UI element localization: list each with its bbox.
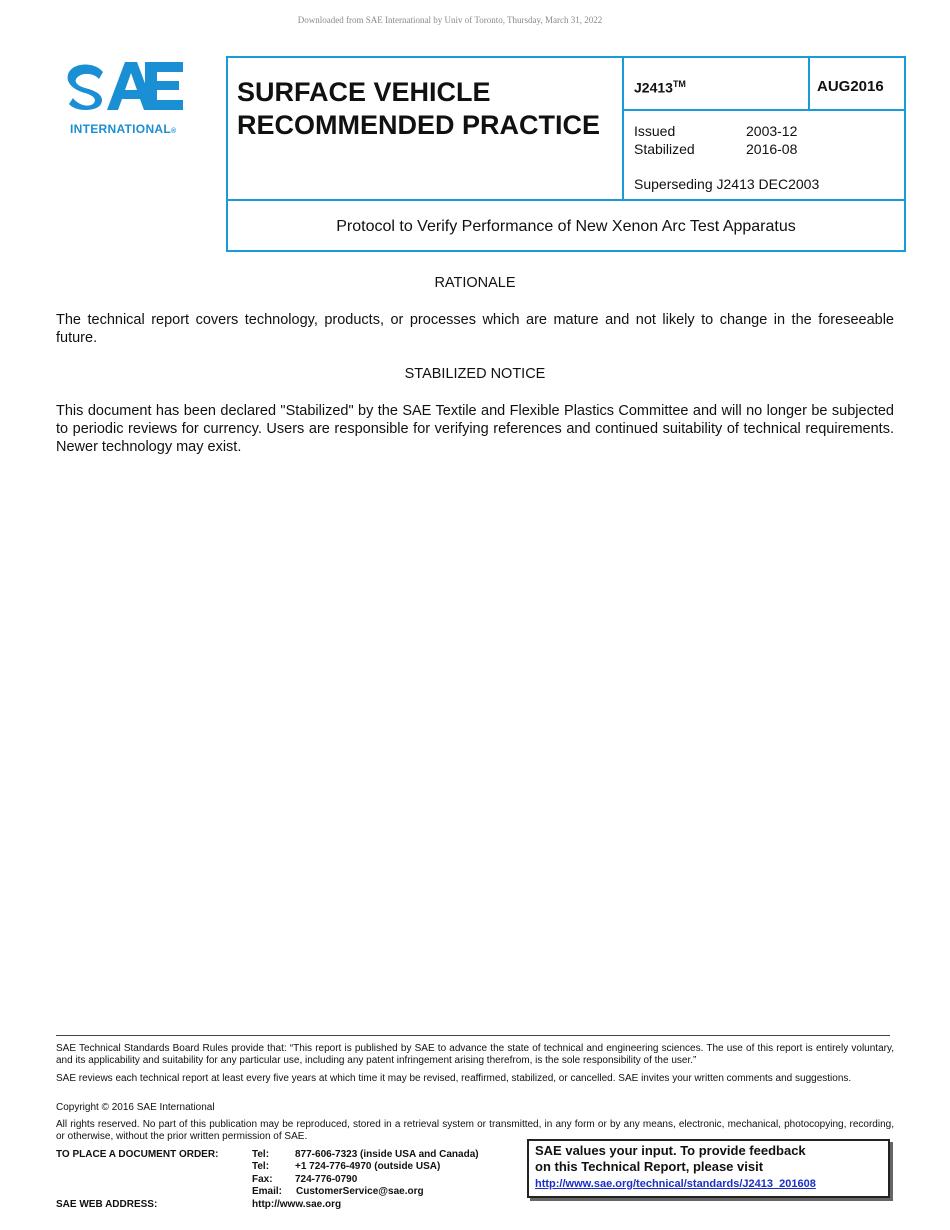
rights-text: All rights reserved. No part of this publication may be reproduced, stored in a retrieval system or transmitted, in any form or by any means, electronic, mechanical, photocopying, recording, or otherwise, without the prior written permission of SAE.	[56, 1119, 894, 1142]
feedback-text	[535, 1143, 806, 1175]
header-divider-date	[808, 58, 810, 111]
download-watermark: Downloaded from SAE International by Univ of Toronto, Thursday, March 31, 2022	[297, 15, 603, 25]
stabilized-notice-text: This document has been declared "Stabilized" by the SAE Textile and Flexible Plastics Committee and will no longer be subjected to periodic reviews for currency. Users are responsible for verifying references and continued suitability of technical requirements. Newer technology may exist.	[56, 403, 894, 455]
contact-values	[295, 1149, 479, 1186]
header-divider-number	[622, 109, 904, 111]
superseding-note: Superseding J2413 DEC2003	[634, 176, 820, 192]
fax-label: Fax:	[252, 1173, 273, 1185]
document-subject: Protocol to Verify Performance of New Xenon Arc Test Apparatus	[336, 218, 796, 235]
tel2-value: +1 724-776-4970 (outside USA)	[295, 1161, 441, 1173]
contact-labels	[252, 1149, 282, 1198]
document-date: AUG2016	[817, 78, 884, 95]
feedback-line-1: SAE values your input. To provide feedback	[535, 1143, 806, 1158]
document-type-title	[237, 76, 600, 142]
web-address-label: SAE WEB ADDRESS:	[56, 1199, 158, 1210]
document-number-text: J2413	[634, 79, 673, 96]
issued-label: Issued	[634, 123, 676, 139]
rationale-heading: RATIONALE	[434, 275, 516, 291]
feedback-line-2: on this Technical Report, please visit	[535, 1159, 764, 1174]
sae-logo-subtitle	[70, 122, 176, 136]
email-value: CustomerService@sae.org	[296, 1186, 424, 1197]
order-label: TO PLACE A DOCUMENT ORDER:	[56, 1149, 219, 1160]
issued-value: 2003-12	[746, 123, 798, 139]
title-line-1: SURFACE VEHICLE	[237, 77, 491, 107]
stabilized-notice-heading: STABILIZED NOTICE	[404, 366, 546, 382]
stabilized-label: Stabilized	[634, 141, 695, 157]
header-divider-vertical	[622, 58, 624, 200]
stabilized-value: 2016-08	[746, 141, 798, 157]
registered-mark: ®	[171, 128, 177, 135]
copyright-text: Copyright © 2016 SAE International	[56, 1102, 215, 1113]
email-label: Email:	[252, 1185, 283, 1197]
footer-divider	[56, 1035, 890, 1036]
header-divider-subject	[228, 199, 904, 201]
document-number	[634, 79, 686, 96]
logo-subtitle-text: INTERNATIONAL	[70, 122, 172, 136]
web-address-value: http://www.sae.org	[252, 1199, 342, 1210]
trademark-mark: TM	[672, 79, 686, 89]
review-policy-text: SAE reviews each technical report at least every five years at which time it may be revised, reaffirmed, stabilized, or cancelled. SAE invites your written comments and suggestions.	[56, 1073, 852, 1084]
title-line-2: RECOMMENDED PRACTICE	[237, 110, 601, 140]
sae-logo-mark	[67, 60, 197, 120]
feedback-link[interactable]: http://www.sae.org/technical/standards/J2413_201608	[535, 1178, 816, 1190]
tel1-value: 877-606-7323 (inside USA and Canada)	[295, 1149, 479, 1160]
tel1-label: Tel:	[252, 1149, 270, 1160]
tel2-label: Tel:	[252, 1161, 270, 1173]
rationale-text: The technical report covers technology, products, or processes which are mature and not likely to change in the foreseeable future.	[56, 312, 894, 346]
fax-value: 724-776-0790	[295, 1173, 358, 1185]
board-rules-text: SAE Technical Standards Board Rules provide that: “This report is published by SAE to advance the state of technical and engineering sciences. The use of this report is entirely voluntary, and its applicability and suitability for any particular use, including any patent infringement arising therefrom, is the sole responsibility of the user.”	[56, 1043, 894, 1066]
